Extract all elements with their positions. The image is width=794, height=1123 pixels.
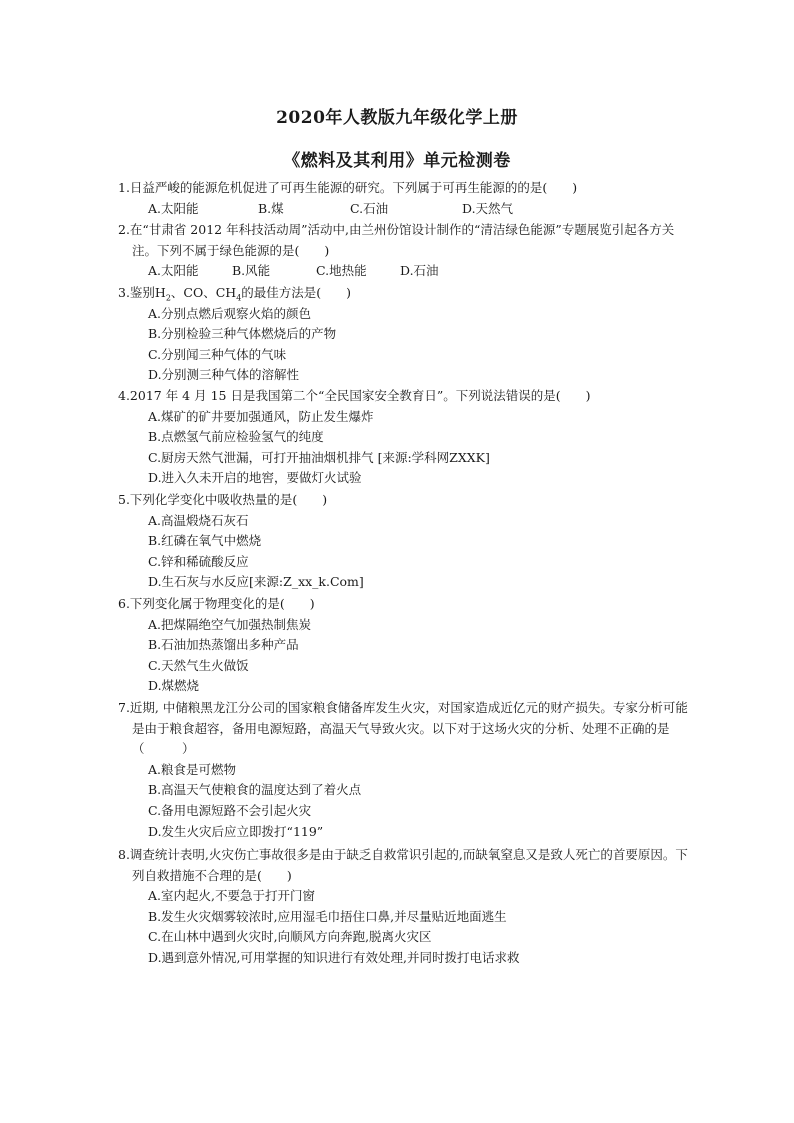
question-stem <box>118 283 698 304</box>
option-b: B.红磷在氧气中燃烧 <box>148 533 262 549</box>
stem-text: 的最佳方法是( ) <box>241 285 352 300</box>
subscript: 2 <box>165 293 171 303</box>
question-stem: 5.下列化学变化中吸收热量的是( ) <box>118 492 328 507</box>
option-c: C.天然气生火做饭 <box>148 657 249 673</box>
option-a: A.室内起火,不要急于打开门窗 <box>148 888 315 904</box>
question-8 <box>118 845 698 969</box>
option-c: C.地热能 <box>316 263 367 279</box>
question-stem: 6.下列变化属于物理变化的是( ) <box>118 596 315 611</box>
question-2 <box>118 220 698 282</box>
option-b: B.点燃氢气前应检验氢气的纯度 <box>148 429 324 445</box>
option-b: B.发生火灾烟雾较浓时,应用湿毛巾捂住口鼻,并尽量贴近地面逃生 <box>148 908 507 924</box>
option-b: B.风能 <box>232 263 271 279</box>
option-a: A.煤矿的矿井要加强通风，防止发生爆炸 <box>148 408 374 424</box>
option-a: A.把煤隔绝空气加强热制焦炭 <box>148 616 312 632</box>
stem-text: 、CO、CH <box>170 285 237 300</box>
option-d: D.生石灰与水反应[来源:Z_xx_k.Com] <box>148 574 364 590</box>
option-a: A.分别点燃后观察火焰的颜色 <box>148 305 312 321</box>
option-d: D.分别测三种气体的溶解性 <box>148 367 300 383</box>
option-a: A.太阳能 <box>148 200 199 216</box>
stem-text: 3.鉴别H <box>118 285 166 300</box>
option-b: B.高温天气使粮食的温度达到了着火点 <box>148 782 362 798</box>
question-6 <box>118 594 698 697</box>
option-a: A.高温煅烧石灰石 <box>148 512 249 528</box>
option-b: B.煤 <box>258 200 284 216</box>
question-stem: 2.在“甘肃省 2012 年科技活动周”活动中,由兰州份馆设计制作的“清洁绿色能源”专题展览引起各方关注。下列不属于绿色能源的是( ) <box>118 222 675 258</box>
option-a: A.粮食是可燃物 <box>148 761 237 777</box>
question-7 <box>118 698 698 842</box>
option-d: D.天然气 <box>462 200 514 216</box>
option-c: C.在山林中遇到火灾时,向顺风方向奔跑,脱离火灾区 <box>148 929 432 945</box>
question-4 <box>118 386 698 489</box>
question-5 <box>118 490 698 593</box>
option-d: D.发生火灾后应立即拨打“119” <box>148 823 324 839</box>
question-3 <box>118 283 698 386</box>
option-d: D.进入久未开启的地窖，要做灯火试验 <box>148 470 362 486</box>
option-c: C.分别闻三种气体的气味 <box>148 346 287 362</box>
options-row <box>118 261 698 282</box>
option-b: B.分别检验三种气体燃烧后的产物 <box>148 326 337 342</box>
options-row <box>118 199 698 220</box>
option-d: D.遇到意外情况,可用掌握的知识进行有效处理,并同时拨打电话求救 <box>148 949 520 965</box>
question-stem: 1.日益严峻的能源危机促进了可再生能源的研究。下列属于可再生能源的的是( ) <box>118 180 578 195</box>
question-stem: 7.近期, 中储粮黑龙江分公司的国家粮食储备库发生火灾，对国家造成近亿元的财产损失。专家分析可能是由于粮食超容，备用电源短路，高温天气导致火灾。以下对于这场火灾的分析、处理不正确的是 （ ） <box>118 700 688 757</box>
option-c: C.厨房天然气泄漏，可打开抽油烟机排气 [来源:学科网ZXXK] <box>148 449 490 465</box>
question-1 <box>118 178 698 219</box>
question-stem: 8.调查统计表明,火灾伤亡事故很多是由于缺乏自救常识引起的,而缺氧窒息又是致人死亡的首要原因。下列自救措施不合理的是( ) <box>118 847 688 883</box>
subscript: 4 <box>236 293 242 303</box>
option-a: A.太阳能 <box>148 263 199 279</box>
page-title: 2020年人教版九年级化学上册 <box>276 108 518 128</box>
page-subtitle: 《燃料及其利用》单元检测卷 <box>283 151 511 171</box>
option-c: C.石油 <box>350 200 389 216</box>
option-c: C.备用电源短路不会引起火灾 <box>148 802 312 818</box>
option-c: C.锌和稀硫酸反应 <box>148 553 249 569</box>
option-d: D.石油 <box>400 263 439 279</box>
question-stem: 4.2017 年 4 月 15 日是我国第二个“全民国家安全教育日”。下列说法错误的是( ) <box>118 388 591 403</box>
option-d: D.煤燃烧 <box>148 678 200 694</box>
option-b: B.石油加热蒸馏出多种产品 <box>148 637 299 653</box>
